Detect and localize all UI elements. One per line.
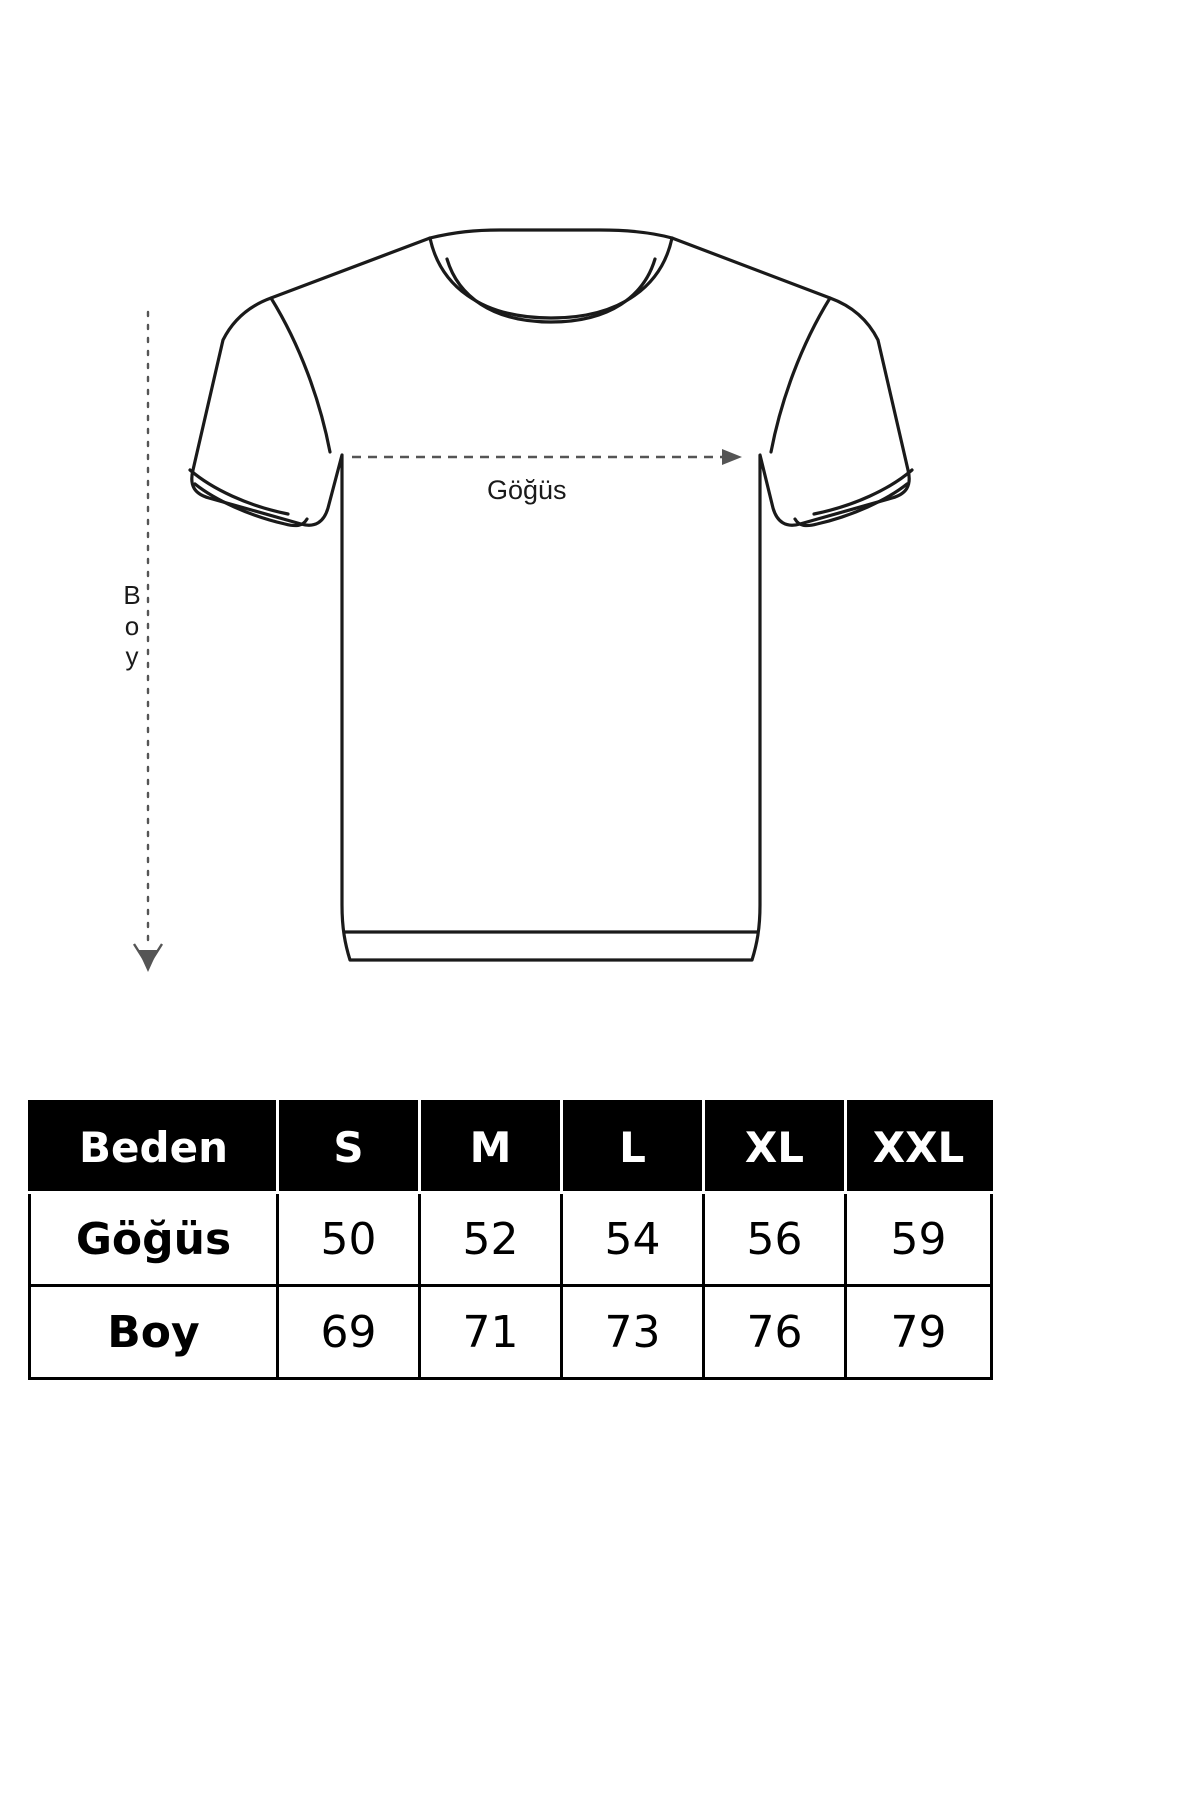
header-cell-m: M	[420, 1102, 562, 1193]
chest-arrow-icon	[352, 449, 742, 465]
table-row	[30, 1193, 992, 1286]
cell-boy-l: 73	[562, 1286, 704, 1379]
cell-gogus-xxl: 59	[846, 1193, 992, 1286]
cell-gogus-xl: 56	[704, 1193, 846, 1286]
length-label-char-2: o	[124, 610, 140, 641]
row-label-gogus: Göğüs	[30, 1193, 278, 1286]
cell-gogus-l: 54	[562, 1193, 704, 1286]
cell-boy-xxl: 79	[846, 1286, 992, 1379]
size-table	[28, 1100, 993, 1380]
header-cell-xl: XL	[704, 1102, 846, 1193]
length-label	[112, 580, 152, 672]
length-label-char-1: B	[123, 580, 141, 610]
chest-label: Göğüs	[487, 475, 567, 505]
header-cell-xxl: XXL	[846, 1102, 992, 1193]
length-label-char-3: y	[125, 641, 139, 672]
cell-gogus-s: 50	[278, 1193, 420, 1286]
cell-boy-s: 69	[278, 1286, 420, 1379]
header-cell-beden: Beden	[30, 1102, 278, 1193]
row-label-boy: Boy	[30, 1286, 278, 1379]
cell-boy-xl: 76	[704, 1286, 846, 1379]
size-table-container	[28, 1100, 990, 1380]
cell-gogus-m: 52	[420, 1193, 562, 1286]
table-row	[30, 1286, 992, 1379]
header-cell-l: L	[562, 1102, 704, 1193]
header-cell-s: S	[278, 1102, 420, 1193]
table-header-row	[30, 1102, 992, 1193]
cell-boy-m: 71	[420, 1286, 562, 1379]
